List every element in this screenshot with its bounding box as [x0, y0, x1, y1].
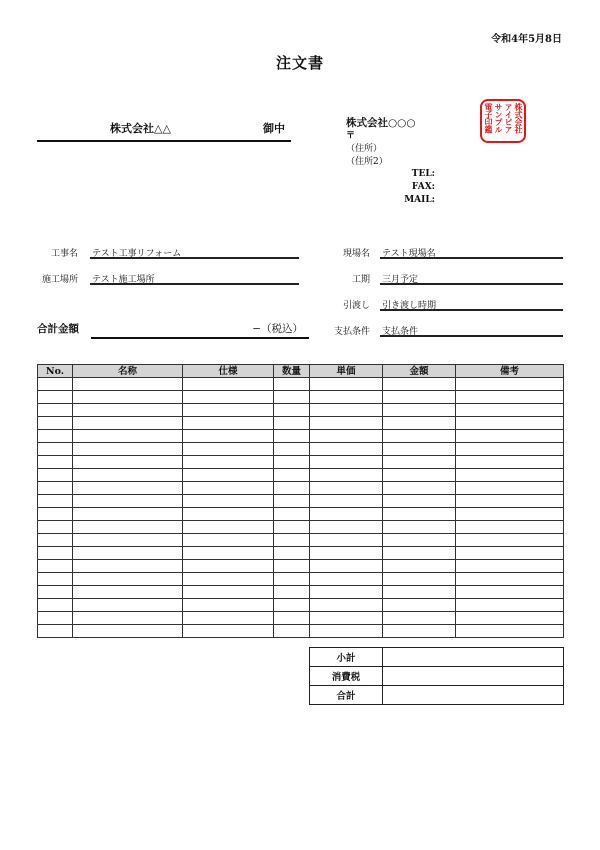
tax-row: [310, 667, 564, 686]
cell-spec[interactable]: [183, 495, 274, 508]
cell-unit-price[interactable]: [310, 521, 383, 534]
cell-quantity[interactable]: [274, 430, 310, 443]
table-row: [38, 417, 564, 430]
cell-name[interactable]: [73, 469, 183, 482]
cell-quantity[interactable]: [274, 443, 310, 456]
cell-no[interactable]: [38, 482, 73, 495]
cell-no[interactable]: [38, 456, 73, 469]
postal-mark: 〒: [346, 131, 356, 141]
cell-remarks[interactable]: [456, 391, 564, 404]
cell-unit-price[interactable]: [310, 560, 383, 573]
cell-amount[interactable]: [383, 469, 456, 482]
site-name-value[interactable]: テスト現場名: [380, 246, 563, 259]
table-row: [38, 534, 564, 547]
cell-remarks[interactable]: [456, 456, 564, 469]
cell-remarks[interactable]: [456, 612, 564, 625]
cell-remarks[interactable]: [456, 625, 564, 638]
cell-spec[interactable]: [183, 547, 274, 560]
column-header-no: No.: [38, 365, 73, 378]
field-label: 支払条件: [333, 327, 370, 337]
cell-quantity[interactable]: [274, 521, 310, 534]
cell-spec[interactable]: [183, 612, 274, 625]
cell-remarks[interactable]: [456, 469, 564, 482]
cell-no[interactable]: [38, 547, 73, 560]
grand-total-label: 合計: [310, 686, 383, 705]
cell-remarks[interactable]: [456, 482, 564, 495]
table-row: [38, 508, 564, 521]
column-header-quantity: 数量: [274, 365, 310, 378]
cell-no[interactable]: [38, 560, 73, 573]
cell-remarks[interactable]: [456, 430, 564, 443]
cell-amount[interactable]: [383, 599, 456, 612]
cell-name[interactable]: [73, 508, 183, 521]
cell-remarks[interactable]: [456, 443, 564, 456]
cell-spec[interactable]: [183, 586, 274, 599]
cell-amount[interactable]: [383, 560, 456, 573]
cell-amount[interactable]: [383, 378, 456, 391]
cell-remarks[interactable]: [456, 404, 564, 417]
cell-remarks[interactable]: [456, 599, 564, 612]
table-row: [38, 560, 564, 573]
cell-unit-price[interactable]: [310, 417, 383, 430]
subtotal-row: [310, 648, 564, 667]
field-label: 現場名: [342, 249, 370, 259]
table-row: [38, 573, 564, 586]
cell-no[interactable]: [38, 495, 73, 508]
cell-no[interactable]: [38, 391, 73, 404]
table-row: [38, 430, 564, 443]
cell-unit-price[interactable]: [310, 586, 383, 599]
table-row: [38, 456, 564, 469]
cell-remarks[interactable]: [456, 521, 564, 534]
cell-amount[interactable]: [383, 521, 456, 534]
table-row: [38, 391, 564, 404]
issuer-company: 株式会社○○○: [346, 117, 416, 129]
cell-spec[interactable]: [183, 456, 274, 469]
grand-total-row: [310, 686, 564, 705]
cell-amount[interactable]: [383, 495, 456, 508]
cell-name[interactable]: [73, 443, 183, 456]
column-header-remarks: 備考: [456, 365, 564, 378]
cell-spec[interactable]: [183, 430, 274, 443]
cell-remarks[interactable]: [456, 495, 564, 508]
mail-label: MAIL:: [404, 195, 435, 205]
cell-no[interactable]: [38, 625, 73, 638]
issuer-address-2: （住所2）: [346, 157, 388, 167]
cell-name[interactable]: [73, 495, 183, 508]
cell-quantity[interactable]: [274, 508, 310, 521]
cell-unit-price[interactable]: [310, 404, 383, 417]
issuer-block: [346, 116, 416, 169]
cell-amount[interactable]: [383, 456, 456, 469]
cell-no[interactable]: [38, 404, 73, 417]
column-header-unit-price: 単価: [310, 365, 383, 378]
cell-amount[interactable]: [383, 508, 456, 521]
cell-name[interactable]: [73, 521, 183, 534]
cell-quantity[interactable]: [274, 469, 310, 482]
table-row: [38, 586, 564, 599]
cell-unit-price[interactable]: [310, 495, 383, 508]
cell-name[interactable]: [73, 534, 183, 547]
cell-unit-price[interactable]: [310, 599, 383, 612]
cell-quantity[interactable]: [274, 586, 310, 599]
table-row: [38, 521, 564, 534]
issue-date: 令和4年5月8日: [491, 34, 562, 45]
fax-label: FAX:: [411, 182, 435, 192]
cell-spec[interactable]: [183, 560, 274, 573]
construction-name-value[interactable]: テスト工事リフォーム: [90, 246, 299, 259]
cell-unit-price[interactable]: [310, 469, 383, 482]
cell-quantity[interactable]: [274, 378, 310, 391]
stamp-column: 株式会社: [514, 103, 523, 133]
cell-no[interactable]: [38, 378, 73, 391]
field-label: 工事名: [50, 249, 78, 259]
payment-terms-value[interactable]: 支払条件: [380, 324, 563, 337]
table-header-row: [38, 365, 564, 378]
grand-total-value[interactable]: [383, 686, 564, 705]
table-row: [38, 625, 564, 638]
cell-quantity[interactable]: [274, 599, 310, 612]
table-row: [38, 443, 564, 456]
cell-quantity[interactable]: [274, 560, 310, 573]
cell-spec[interactable]: [183, 443, 274, 456]
cell-amount[interactable]: [383, 482, 456, 495]
cell-no[interactable]: [38, 586, 73, 599]
cell-amount[interactable]: [383, 430, 456, 443]
stamp-column: 電子印鑑: [484, 103, 493, 133]
items-table: [37, 364, 564, 638]
cell-name[interactable]: [73, 547, 183, 560]
cell-name[interactable]: [73, 625, 183, 638]
cell-unit-price[interactable]: [310, 612, 383, 625]
cell-name[interactable]: [73, 573, 183, 586]
cell-spec[interactable]: [183, 521, 274, 534]
cell-quantity[interactable]: [274, 573, 310, 586]
field-label: 施工場所: [41, 275, 78, 285]
cell-unit-price[interactable]: [310, 443, 383, 456]
tax-value[interactable]: [383, 667, 564, 686]
cell-amount[interactable]: [383, 625, 456, 638]
table-row: [38, 547, 564, 560]
total-amount-field[interactable]: [91, 321, 309, 339]
cell-spec[interactable]: [183, 625, 274, 638]
column-header-spec: 仕様: [183, 365, 274, 378]
subtotal-label: 小計: [310, 648, 383, 667]
cell-name[interactable]: [73, 599, 183, 612]
cell-unit-price[interactable]: [310, 534, 383, 547]
cell-name[interactable]: [73, 560, 183, 573]
construction-site-value[interactable]: テスト施工場所: [90, 272, 299, 285]
cell-unit-price[interactable]: [310, 391, 383, 404]
total-amount-label: 合計金額: [37, 323, 79, 335]
cell-remarks[interactable]: [456, 547, 564, 560]
cell-quantity[interactable]: [274, 456, 310, 469]
stamp-column: アイピア: [504, 103, 513, 133]
table-row: [38, 612, 564, 625]
cell-unit-price[interactable]: [310, 456, 383, 469]
cell-quantity[interactable]: [274, 534, 310, 547]
table-row: [38, 378, 564, 391]
cell-name[interactable]: [73, 378, 183, 391]
cell-spec[interactable]: [183, 417, 274, 430]
cell-amount[interactable]: [383, 417, 456, 430]
cell-name[interactable]: [73, 456, 183, 469]
table-row: [38, 469, 564, 482]
cell-no[interactable]: [38, 521, 73, 534]
table-row: [38, 482, 564, 495]
cell-no[interactable]: [38, 612, 73, 625]
cell-name[interactable]: [73, 612, 183, 625]
cell-no[interactable]: [38, 469, 73, 482]
cell-no[interactable]: [38, 508, 73, 521]
cell-spec[interactable]: [183, 508, 274, 521]
column-header-name: 名称: [73, 365, 183, 378]
cell-amount[interactable]: [383, 586, 456, 599]
cell-no[interactable]: [38, 430, 73, 443]
cell-spec[interactable]: [183, 573, 274, 586]
cell-amount[interactable]: [383, 534, 456, 547]
total-amount-value: −（税込）: [252, 323, 303, 335]
cell-remarks[interactable]: [456, 417, 564, 430]
cell-amount[interactable]: [383, 404, 456, 417]
cell-name[interactable]: [73, 482, 183, 495]
cell-spec[interactable]: [183, 469, 274, 482]
cell-amount[interactable]: [383, 612, 456, 625]
cell-amount[interactable]: [383, 573, 456, 586]
table-row: [38, 495, 564, 508]
cell-quantity[interactable]: [274, 391, 310, 404]
recipient-honorific: 御中: [263, 122, 285, 135]
cell-quantity[interactable]: [274, 612, 310, 625]
cell-amount[interactable]: [383, 391, 456, 404]
cell-quantity[interactable]: [274, 404, 310, 417]
cell-amount[interactable]: [383, 547, 456, 560]
cell-name[interactable]: [73, 586, 183, 599]
cell-amount[interactable]: [383, 443, 456, 456]
cell-remarks[interactable]: [456, 508, 564, 521]
tax-label: 消費税: [310, 667, 383, 686]
cell-no[interactable]: [38, 534, 73, 547]
subtotal-value[interactable]: [383, 648, 564, 667]
cell-name[interactable]: [73, 417, 183, 430]
cell-quantity[interactable]: [274, 547, 310, 560]
field-label: 工期: [351, 275, 370, 285]
cell-quantity[interactable]: [274, 625, 310, 638]
recipient-block: [37, 120, 291, 142]
cell-remarks[interactable]: [456, 534, 564, 547]
issuer-contact: [390, 168, 435, 207]
cell-unit-price[interactable]: [310, 378, 383, 391]
cell-no[interactable]: [38, 599, 73, 612]
field-label: 引渡し: [342, 301, 370, 311]
table-row: [38, 599, 564, 612]
tel-label: TEL:: [411, 169, 435, 179]
delivery-value[interactable]: 引き渡し時期: [380, 298, 563, 311]
cell-unit-price[interactable]: [310, 573, 383, 586]
cell-no[interactable]: [38, 573, 73, 586]
cell-spec[interactable]: [183, 404, 274, 417]
recipient-company: 株式会社△△: [110, 122, 171, 135]
cell-spec[interactable]: [183, 391, 274, 404]
cell-remarks[interactable]: [456, 560, 564, 573]
cell-unit-price[interactable]: [310, 482, 383, 495]
cell-name[interactable]: [73, 391, 183, 404]
period-value[interactable]: 三月予定: [380, 272, 563, 285]
column-header-amount: 金額: [383, 365, 456, 378]
cell-unit-price[interactable]: [310, 508, 383, 521]
table-row: [38, 404, 564, 417]
summary-table: [309, 647, 564, 705]
cell-remarks[interactable]: [456, 378, 564, 391]
document-title: 注文書: [275, 54, 324, 72]
cell-spec[interactable]: [183, 534, 274, 547]
cell-name[interactable]: [73, 430, 183, 443]
cell-spec[interactable]: [183, 599, 274, 612]
cell-no[interactable]: [38, 417, 73, 430]
cell-spec[interactable]: [183, 482, 274, 495]
cell-remarks[interactable]: [456, 586, 564, 599]
cell-quantity[interactable]: [274, 482, 310, 495]
cell-unit-price[interactable]: [310, 625, 383, 638]
cell-name[interactable]: [73, 404, 183, 417]
cell-unit-price[interactable]: [310, 430, 383, 443]
cell-unit-price[interactable]: [310, 547, 383, 560]
cell-remarks[interactable]: [456, 573, 564, 586]
cell-no[interactable]: [38, 443, 73, 456]
company-seal-stamp: [480, 99, 526, 143]
cell-spec[interactable]: [183, 378, 274, 391]
cell-quantity[interactable]: [274, 417, 310, 430]
issuer-address-1: （住所）: [346, 144, 383, 154]
stamp-column: サンプル: [494, 103, 503, 133]
cell-quantity[interactable]: [274, 495, 310, 508]
